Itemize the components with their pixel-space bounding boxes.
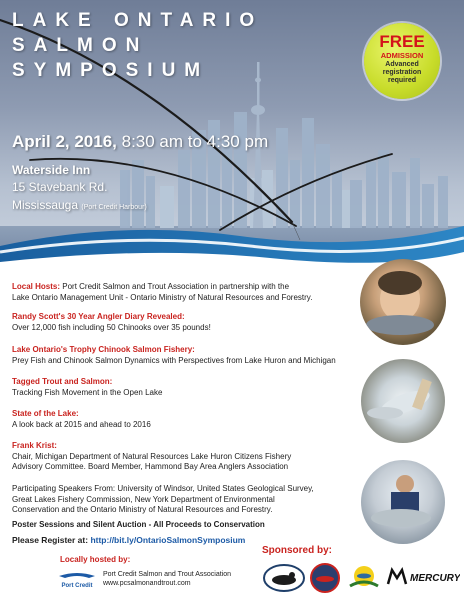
port-credit-logo bbox=[55, 568, 99, 592]
register-label: Please Register at: bbox=[12, 535, 89, 545]
speakers-text-2: Great Lakes Fishery Commission, New York Department of Environmental bbox=[12, 494, 275, 504]
register-line bbox=[12, 535, 362, 546]
event-venue: Waterside Inn bbox=[12, 163, 91, 177]
host-name: Port Credit Salmon and Trout Association bbox=[103, 571, 232, 578]
loon-logo-icon bbox=[262, 562, 306, 594]
trophy-chinook-text: Prey Fish and Chinook Salmon Dynamics with Perspectives from Lake Huron and Michigan bbox=[12, 355, 336, 365]
angler-diary-section bbox=[12, 312, 362, 333]
trophy-chinook-section bbox=[12, 345, 362, 366]
state-of-lake-heading: State of the Lake: bbox=[12, 409, 79, 418]
speakers-text-3: Conservation and the Ontario Ministry of Natural Resources and Forestry. bbox=[12, 505, 273, 514]
badge-admission-text: ADMISSION bbox=[380, 51, 424, 60]
title-line-2: SALMON bbox=[12, 35, 149, 56]
host-url[interactable]: www.pcsalmonandtrout.com bbox=[103, 580, 191, 587]
fish-club-logo-icon bbox=[346, 562, 382, 594]
frank-krist-section bbox=[12, 441, 362, 473]
speakers-section bbox=[12, 484, 362, 516]
event-city bbox=[12, 198, 147, 212]
poster-sessions-line: Poster Sessions and Silent Auction - All Proceeds to Conservation bbox=[12, 520, 265, 529]
local-hosts-section bbox=[12, 282, 362, 303]
tagged-trout-text: Tracking Fish Movement in the Open Lake bbox=[12, 387, 163, 397]
svg-text:MERCURY: MERCURY bbox=[410, 573, 460, 584]
tagged-fish-photo bbox=[361, 359, 445, 443]
trophy-chinook-heading: Lake Ontario's Trophy Chinook Salmon Fishery: bbox=[12, 345, 195, 354]
tagged-trout-heading: Tagged Trout and Salmon: bbox=[12, 377, 113, 386]
badge-registration-note: Advanced registration required bbox=[382, 61, 422, 84]
state-of-lake-text: A look back at 2015 and ahead to 2016 bbox=[12, 419, 151, 429]
event-time: 8:30 am to 4:30 pm bbox=[121, 132, 269, 151]
free-admission-badge bbox=[364, 23, 440, 99]
boy-with-fish-photo bbox=[360, 259, 446, 345]
frank-krist-heading: Frank Krist: bbox=[12, 441, 57, 450]
event-street: 15 Stavebank Rd. bbox=[12, 180, 108, 194]
badge-free-text: FREE bbox=[379, 32, 425, 51]
local-hosts-text-1: Port Credit Salmon and Trout Association in partnership with the bbox=[62, 282, 290, 291]
event-date-day: April 2, 2016, bbox=[12, 132, 117, 151]
svg-text:Port Credit: Port Credit bbox=[61, 583, 93, 589]
angler-diary-heading: Randy Scott's 30 Year Angler Diary Revealed: bbox=[12, 312, 185, 321]
event-date bbox=[12, 132, 268, 152]
state-of-lake-section bbox=[12, 409, 362, 430]
local-hosts-text-2: Lake Ontario Management Unit - Ontario Ministry of Natural Resources and Forestry. bbox=[12, 292, 313, 302]
speakers-text-1: Participating Speakers From: University of Windsor, United States Geological Survey, bbox=[12, 484, 314, 493]
tagged-trout-section bbox=[12, 377, 362, 398]
salmon-badge-logo-icon bbox=[308, 562, 342, 594]
event-harbour: (Port Credit Harbour) bbox=[81, 204, 147, 211]
title-line-3: SYMPOSIUM bbox=[12, 60, 210, 81]
locally-hosted-label: Locally hosted by: bbox=[60, 555, 131, 564]
sponsored-by-label: Sponsored by: bbox=[262, 545, 333, 556]
frank-krist-text-2: Advisory Committee. Board Member, Hammond Bay Area Anglers Association bbox=[12, 462, 289, 471]
hero-banner bbox=[0, 0, 464, 268]
angler-with-salmon-photo bbox=[361, 460, 445, 544]
local-hosts-heading: Local Hosts: bbox=[12, 282, 61, 291]
event-city-name: Mississauga bbox=[12, 198, 79, 212]
angler-diary-text: Over 12,000 fish including 50 Chinooks over 35 pounds! bbox=[12, 322, 211, 332]
frank-krist-text-1: Chair, Michigan Department of Natural Resources Lake Huron Citizens Fishery bbox=[12, 451, 292, 461]
register-link[interactable]: http://bit.ly/OntarioSalmonSymposium bbox=[90, 535, 246, 545]
title-line-1: LAKE ONTARIO bbox=[12, 10, 264, 31]
mercury-m-logo-icon bbox=[386, 566, 460, 588]
